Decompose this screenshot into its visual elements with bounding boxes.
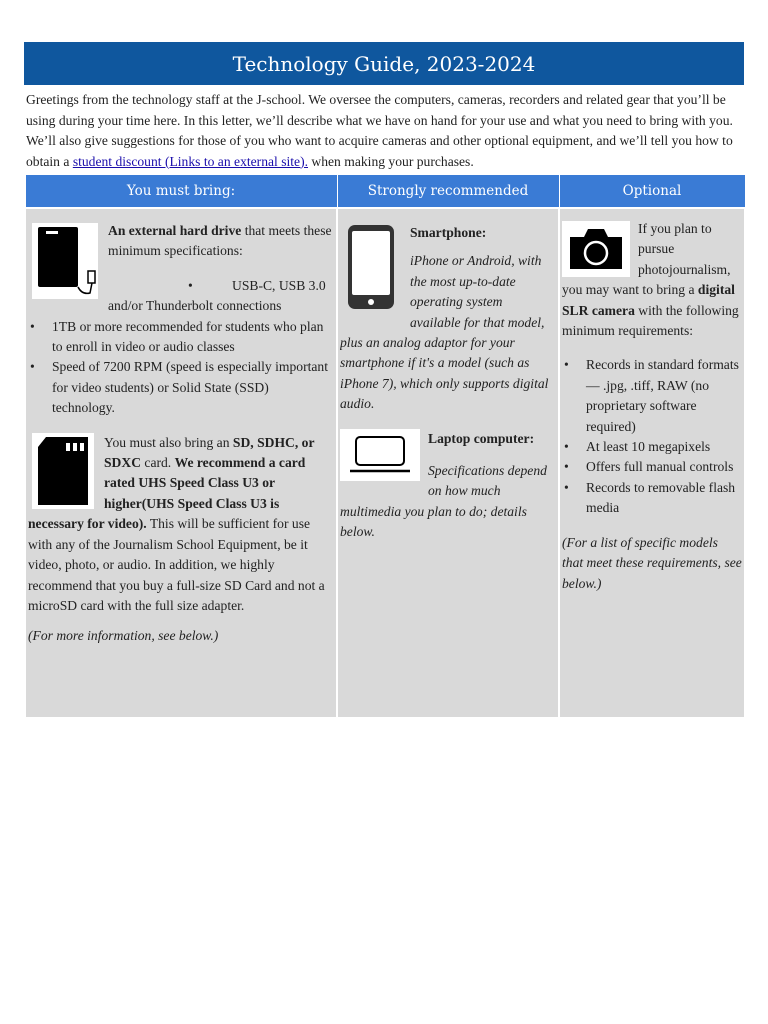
external-drive-icon — [32, 223, 98, 299]
page-title: Technology Guide, 2023-2024 — [232, 51, 536, 76]
camera-models-note: (For a list of specific models that meet these requirements, see below.) — [562, 534, 742, 591]
list-item: • Speed of 7200 RPM (speed is especially important for video students) or Solid State (SSD) technology. — [52, 357, 334, 418]
equipment-table — [24, 174, 746, 719]
sd-recommendation: We recommend a card rated UHS Speed Class U3 or higher(UHS Speed Class U3 is necessary for video). — [28, 455, 306, 532]
list-item: • At least 10 megapixels — [586, 437, 742, 457]
laptop-desc: Specifications depend on how much multimedia you plan to do; details below. — [340, 463, 547, 540]
sd-card-icon — [32, 433, 94, 509]
header-must-bring: You must bring: — [25, 175, 337, 209]
table-body-row — [25, 208, 745, 718]
title-bar — [24, 42, 744, 85]
intro-text: Greetings from the technology staff at the J-school. We oversee the computers, cameras, recorders and related gear that you’ll be using during your time here. In this letter, we’ll describe what we have on hand for your use and what you need to bring with you. We’ll also give suggestions for those of you who want to acquire cameras and other optional equipment, and we’ll tell you how to obtain a — [26, 92, 733, 169]
camera-requirements-list — [562, 355, 742, 518]
header-optional: Optional — [559, 175, 745, 209]
drive-desc: that meets these minimum specifications: — [108, 223, 332, 259]
camera-requirements-intro: with the following minimum requirements: — [562, 302, 739, 339]
list-item: • Records in standard formats — .jpg, .tiff, RAW (no proprietary software required) — [586, 355, 742, 437]
laptop-icon — [340, 429, 420, 481]
sd-block: You must also bring an SD, SDHC, or SDXC card. We recommend a card rated UHS Speed Class U3 or higher(UHS Speed Class U3 is necessary for video). This will be sufficient for use with any of the Journalism School Equipment, be it video, photo, or audio. In addition, we highly recommend that you buy a full-size SD Card and not a microSD card with the full size adapter. — [28, 434, 325, 613]
drive-bullet-1: • USB-C, USB 3.0 and/or Thunderbolt connections — [108, 277, 326, 314]
camera-title: digital SLR camera — [562, 282, 735, 318]
camera-block — [562, 219, 742, 341]
recommended-cell — [337, 208, 559, 718]
intro-paragraph — [24, 85, 744, 174]
optional-cell — [559, 208, 745, 718]
list-item: • Records to removable flash media — [586, 478, 742, 519]
drive-block — [28, 221, 334, 317]
table-header-row — [25, 175, 745, 209]
header-recommended: Strongly recommended — [337, 175, 559, 209]
laptop-title: Laptop computer: — [428, 430, 535, 446]
must-bring-cell — [25, 208, 337, 718]
list-item: • 1TB or more recommended for students who plan to enroll in video or audio classes — [52, 317, 334, 358]
more-info-note: (For more information, see below.) — [28, 628, 219, 644]
camera-intro: If you plan to pursue photojournalism, you may want to bring a — [562, 221, 731, 298]
smartphone-desc: iPhone or Android, with the most up-to-date operating system available for that model, plus an analog adaptor for your smartphone if it's a model (such as iPhone 7), which only supports digital audio. — [340, 253, 549, 412]
sd-card-types: SD, SDHC, or SDXC — [104, 434, 315, 471]
laptop-block — [340, 429, 556, 543]
drive-bullet-list — [28, 317, 334, 419]
list-item: • Offers full manual controls — [586, 457, 742, 477]
smartphone-icon — [342, 223, 400, 311]
student-discount-link[interactable]: student discount (Links to an external site). — [72, 153, 309, 169]
camera-icon — [562, 221, 630, 277]
smartphone-title: Smartphone: — [410, 225, 487, 240]
page — [24, 42, 744, 719]
intro-after: when making your purchases. — [308, 153, 474, 169]
drive-title: An external hard drive — [108, 223, 242, 238]
smartphone-block — [340, 223, 556, 415]
